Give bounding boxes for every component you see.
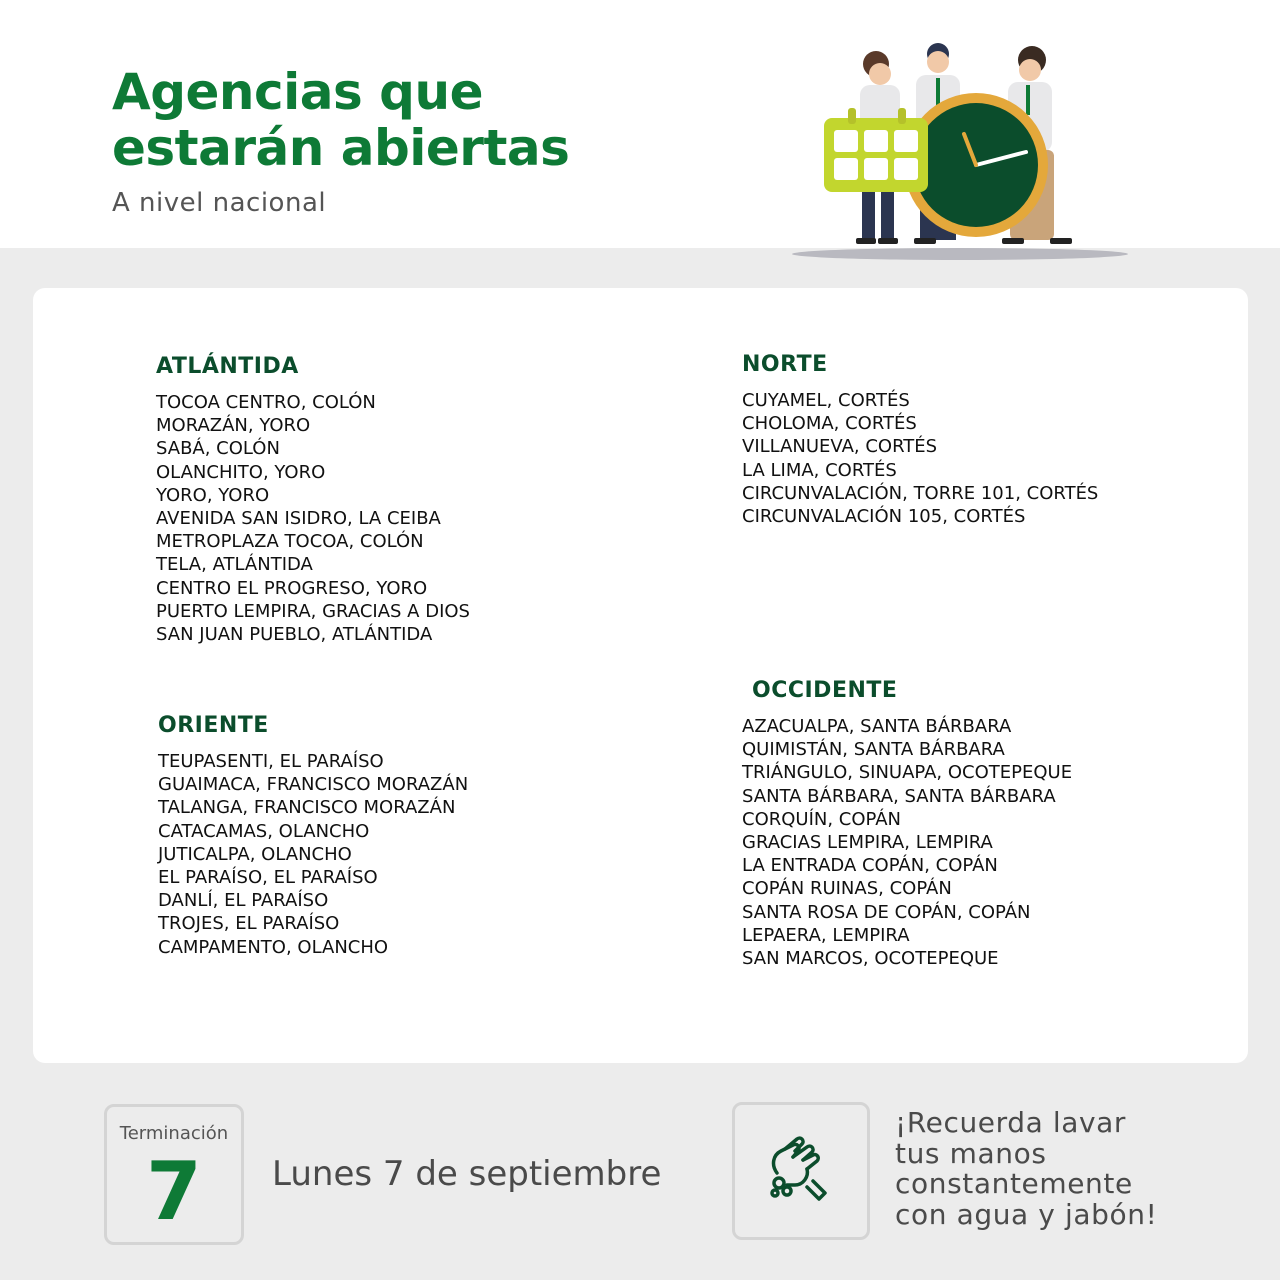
reminder-line: ¡Recuerda lavar [895,1106,1127,1139]
list-item: SANTA ROSA DE COPÁN, COPÁN [742,901,1031,923]
list-item: AVENIDA SAN ISIDRO, LA CEIBA [156,508,441,530]
list-item: PUERTO LEMPIRA, GRACIAS A DIOS [156,600,470,622]
list-item: GUAIMACA, FRANCISCO MORAZÁN [158,774,469,796]
list-item: VILLANUEVA, CORTÉS [742,436,938,458]
list-item: SABÁ, COLÓN [156,438,280,460]
list-item: TRIÁNGULO, SINUAPA, OCOTEPEQUE [742,762,1073,784]
agency-list [742,389,1098,528]
list-item: AZACUALPA, SANTA BÁRBARA [742,716,1012,737]
list-item: CATACAMAS, OLANCHO [158,820,370,842]
list-item: SAN MARCOS, OCOTEPEQUE [742,948,999,970]
list-item: SAN JUAN PUEBLO, ATLÁNTIDA [156,624,433,646]
title-line-1: Agencias que [112,63,483,121]
list-item: LA ENTRADA COPÁN, COPÁN [742,855,998,877]
list-item: CUYAMEL, CORTÉS [742,390,910,411]
list-item: DANLÍ, EL PARAÍSO [158,890,329,912]
region-occidente [742,678,1072,970]
list-item: CHOLOMA, CORTÉS [742,413,917,435]
list-item: CIRCUNVALACIÓN, TORRE 101, CORTÉS [742,482,1099,504]
page-subtitle: A nivel nacional [112,188,327,218]
list-item: TROJES, EL PARAÍSO [158,913,340,935]
termination-number: 7 [146,1145,202,1238]
list-item: CORQUÍN, COPÁN [742,808,902,830]
list-item: MORAZÁN, YORO [156,415,311,437]
list-item: GRACIAS LEMPIRA, LEMPIRA [742,832,993,854]
region-norte [742,352,1098,528]
list-item: COPÁN RUINAS, COPÁN [742,878,952,900]
hand-washing-reminder [895,1108,1195,1230]
reminder-line: constantemente [895,1167,1133,1200]
reminder-line: con agua y jabón! [895,1197,1158,1231]
list-item: LEPAERA, LEMPIRA [742,924,910,946]
list-item: TALANGA, FRANCISCO MORAZÁN [158,797,456,819]
region-title: ATLÁNTIDA [156,354,299,379]
list-item: TOCOA CENTRO, COLÓN [156,392,376,413]
page-title [112,64,569,176]
list-item: CIRCUNVALACIÓN 105, CORTÉS [742,506,1026,528]
hand-washing-icon [763,1133,839,1209]
agency-list [742,715,1072,970]
list-item: OLANCHITO, YORO [156,461,326,483]
list-item: SANTA BÁRBARA, SANTA BÁRBARA [742,785,1056,807]
region-title: OCCIDENTE [752,678,898,703]
region-title: NORTE [742,352,828,377]
list-item: EL PARAÍSO, EL PARAÍSO [158,867,378,889]
list-item: METROPLAZA TOCOA, COLÓN [156,531,424,553]
reminder-line: tus manos [895,1136,1047,1170]
list-item: QUIMISTÁN, SANTA BÁRBARA [742,739,1005,761]
hand-washing-box [732,1102,870,1240]
agency-list [156,391,470,646]
list-item: TELA, ATLÁNTIDA [156,554,313,576]
agency-list [158,750,468,959]
region-title: ORIENTE [158,713,269,738]
region-atlantida [156,354,470,646]
list-item: CENTRO EL PROGRESO, YORO [156,577,428,599]
termination-box [104,1104,244,1245]
opening-date: Lunes 7 de septiembre [272,1154,662,1194]
region-oriente [158,713,468,959]
termination-label: Terminación [119,1123,229,1144]
staff-calendar-clock-illustration [780,30,1140,270]
list-item: YORO, YORO [156,484,270,506]
list-item: CAMPAMENTO, OLANCHO [158,936,389,958]
agencies-card [33,288,1248,1063]
list-item: TEUPASENTI, EL PARAÍSO [158,751,384,772]
list-item: LA LIMA, CORTÉS [742,459,897,481]
title-line-2: estarán abiertas [112,119,570,177]
list-item: JUTICALPA, OLANCHO [158,843,352,865]
